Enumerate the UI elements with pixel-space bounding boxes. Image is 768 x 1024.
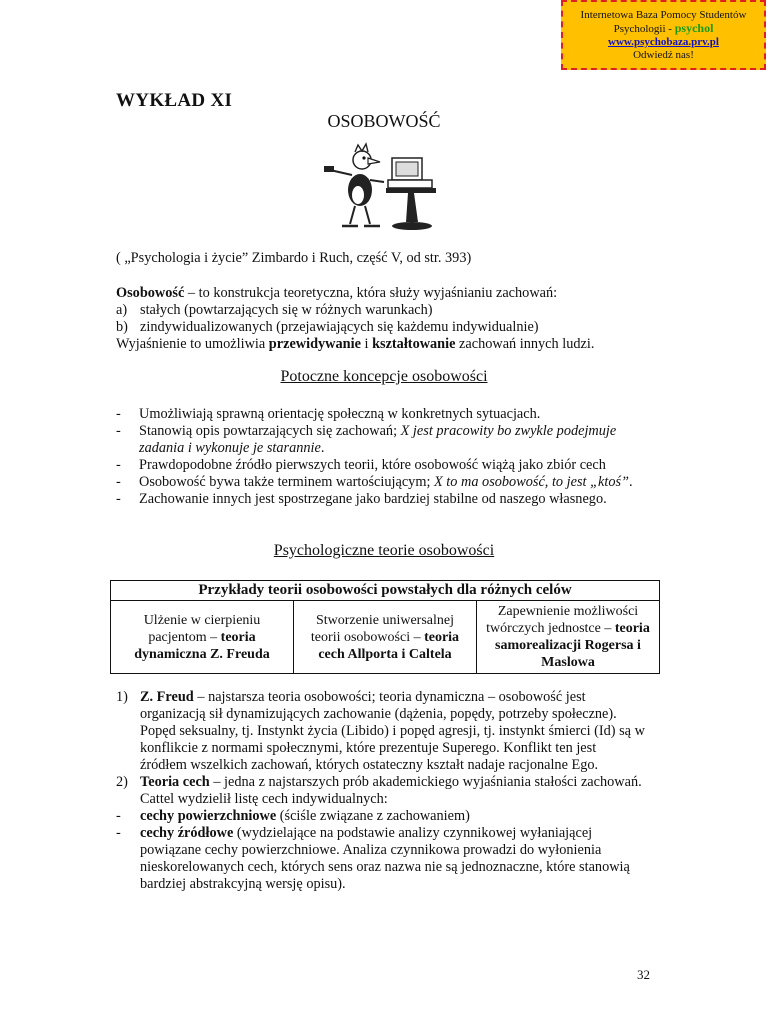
table-row [111, 601, 660, 674]
badge-url-link[interactable]: www.psychobaza.prv.pl [608, 36, 719, 48]
definition-conclusion: Wyjaśnienie to umożliwia przewidywanie i kształtowanie zachowań innych ludzi. [116, 336, 595, 352]
page-title [0, 111, 768, 132]
table-header: Przykłady teorii osobowości powstałych dla różnych celów [111, 581, 660, 601]
definition-block [116, 285, 656, 353]
trait-item-surface: - cechy powierzchniowe (ściśle związane z zachowaniem) [116, 808, 470, 824]
table-cell-allport: Stworzenie uniwersalnej teorii osobowości – teoria cech Allporta i Caltela [294, 601, 477, 674]
badge-line-1: Internetowa Baza Pomocy Studentów [580, 9, 747, 21]
list-item: - Umożliwiają sprawną orientację społeczną w konkretnych sytuacjach. [116, 406, 541, 422]
theory-item-traits: 2) Teoria cech – jedna z najstarszych prób akademickiego wyjaśniania stałości zachowań. Cattel wydzielił listę cech indywidualnych: [116, 774, 642, 807]
table-header-row [111, 581, 660, 601]
badge-brand: psychol [674, 21, 714, 35]
everyday-concepts-list [116, 406, 646, 508]
definition-text: – to konstrukcja teoretyczna, która służy wyjaśnianiu zachowań: [184, 285, 558, 301]
definition-line [116, 285, 656, 302]
table-cell-rogers: Zapewnienie możliwości twórczych jednostce – teoria samorealizacji Rogersa i Maslowa [477, 601, 660, 674]
theory-item-freud: 1) Z. Freud – najstarsza teoria osobowości; teoria dynamiczna – osobowość jest organizacją sił dynamizujących zachowanie (dążenia, popędy, potrzeby społeczne). Popęd seksualny, tj. Instynkt życia (Libido) i popęd agresji, tj. instynkt śmierci (Id) są w konflikcie z normami społecznymi, które prezentuje Superego. Konflikt ten jest źródłem wszelkich zachowań, których ostateczny kształt nadaje racjonalne Ego. [116, 689, 645, 773]
badge-prefix: Psychologii - [613, 23, 675, 35]
section-heading-everyday: Potoczne koncepcje osobowości [280, 368, 488, 385]
source-citation: ( „Psychologia i życie” Zimbardo i Ruch, część V, od str. 393) [116, 250, 472, 266]
badge-line-2 [563, 22, 764, 36]
section-heading-psychological: Psychologiczne teorie osobowości [273, 542, 495, 559]
trait-item-source: - cechy źródłowe (wydzielające na podstawie analizy czynnikowej wyłaniającej powiązane cechy powierzchniowe. Analiza czynnikowa prowadzi do wyłonienia nieskorelowanych cech, których sens oraz nazwa nie są jednoznaczne, które stanowią bardziej abstrakcyjną wersję opisu). [116, 825, 630, 892]
theories-description-list [116, 689, 646, 893]
definition-term: Osobowość [116, 285, 185, 301]
list-item: - Osobowość bywa także terminem wartościującym; X to ma osobowość, to jest „ktoś”. [116, 474, 633, 490]
badge-line-4: Odwiedź nas! [633, 49, 694, 61]
site-badge [561, 0, 766, 70]
list-item: - Stanowią opis powtarzających się zachowań; X jest pracowity bo zwykle podejmuje zadania i wykonuje je starannie. [116, 423, 617, 456]
table-cell-freud: Ulżenie w cierpieniu pacjentom – teoria dynamiczna Z. Freuda [111, 601, 294, 674]
page-title-text: OSOBOWOŚĆ [327, 111, 441, 131]
list-item: - Prawdopodobne źródło pierwszych teorii, które osobowość wiążą jako zbiór cech [116, 457, 606, 473]
definition-item: b) zindywidualizowanych (przejawiających się każdemu indywidualnie) [116, 319, 539, 335]
lecture-title: WYKŁAD XI [116, 90, 233, 111]
list-item: - Zachowanie innych jest spostrzegane jako bardziej stabilne od naszego własnego. [116, 491, 607, 507]
theories-table [110, 580, 660, 674]
bird-at-computer-clipart [322, 140, 442, 232]
definition-item: a) stałych (powtarzających się w różnych warunkach) [116, 302, 433, 318]
page-number: 32 [637, 967, 650, 982]
